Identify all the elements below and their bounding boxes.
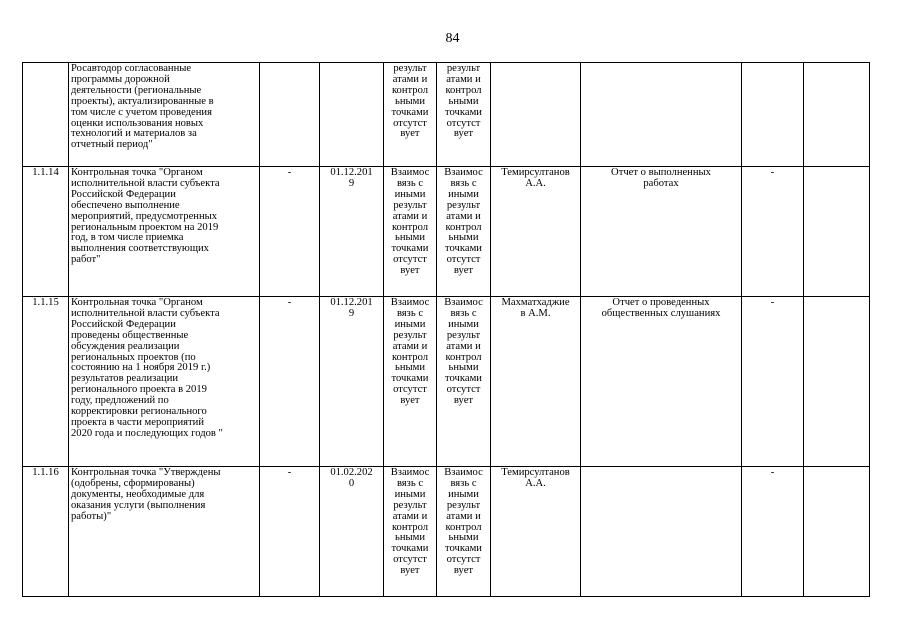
cell-text-line: оценки использования новых — [71, 117, 204, 129]
cell-text-line: обсуждения реализации — [71, 340, 180, 352]
table-row — [23, 297, 870, 467]
cell-relation-a — [384, 467, 437, 597]
cell-text-line: вует — [453, 565, 474, 577]
cell-start-date — [260, 63, 320, 167]
cell-text-line: ьными — [395, 532, 425, 544]
cell-text-line: 0 — [348, 477, 355, 489]
cell-text-line: Взаимос — [390, 297, 430, 308]
cell-extra — [742, 167, 804, 297]
cell-text-line: точками — [391, 543, 429, 555]
cell-end-date — [320, 167, 384, 297]
cell-text-line: точками — [445, 543, 482, 555]
cell-text-line: вует — [453, 265, 474, 277]
cell-text-line: контрол — [445, 521, 482, 533]
cell-text-line: ьными — [448, 95, 479, 107]
cell-end-date — [320, 467, 384, 597]
cell-text-line: вует — [453, 395, 474, 407]
cell-text-line: Махматхаджие — [501, 297, 570, 308]
cell-number: 1.1.15 — [23, 297, 69, 467]
cell-name — [69, 63, 260, 167]
cell-text-line: корректировки регионального — [71, 406, 207, 418]
cell-text-line: контрол — [391, 521, 429, 533]
cell-text-line: Контрольная точка "Утверждены — [71, 467, 221, 478]
cell-text-line: общественных слушаниях — [601, 307, 721, 319]
cell-text-line: 01.12.201 — [330, 167, 373, 178]
cell-text-line: работ" — [71, 254, 101, 266]
cell-text-line: Отчет о проведенных — [612, 297, 710, 308]
cell-text-line: атами и — [392, 510, 428, 522]
cell-text-line: контрол — [391, 351, 429, 363]
cell-text-line: вязь с — [450, 307, 477, 319]
cell-text-line: технологий и материалов за — [71, 128, 197, 140]
cell-text-line: работах — [643, 177, 679, 189]
cell-text-line: обеспечено выполнение — [71, 199, 180, 211]
cell-text-line: результ — [446, 199, 481, 211]
cell-text-line: вязь с — [450, 177, 477, 189]
cell-text-line: иными — [448, 188, 479, 200]
cell-text-line: результ — [446, 63, 481, 74]
cell-text-line: вязь с — [396, 477, 424, 489]
cell-text-line: работы)" — [71, 510, 112, 522]
cell-text-line: иными — [394, 488, 426, 500]
cell-text-line: иными — [394, 188, 426, 200]
cell-text-line: контрол — [445, 351, 482, 363]
cell-result — [581, 297, 742, 467]
cell-text-line: 01.02.202 — [330, 467, 373, 478]
cell-relation-a — [384, 297, 437, 467]
cell-text-line: отсутст — [393, 254, 427, 266]
cell-last — [804, 467, 870, 597]
cell-responsible — [491, 167, 581, 297]
cell-text-line: вязь с — [396, 177, 424, 189]
cell-text-line: ьными — [448, 232, 479, 244]
cell-text-line: 2020 года и последующих годов " — [71, 427, 223, 439]
cell-responsible — [491, 297, 581, 467]
cell-responsible — [491, 63, 581, 167]
cell-text-line: мероприятий, предусмотренных — [71, 210, 218, 222]
cell-text-line: результ — [393, 63, 427, 74]
cell-start-date — [260, 297, 320, 467]
cell-responsible — [491, 467, 581, 597]
cell-text-line: исполнительной власти субъекта — [71, 307, 220, 319]
cell-text-line: проекта в части мероприятий — [71, 416, 205, 428]
cell-text-line: ьными — [395, 95, 425, 107]
cell-text-line: Взаимос — [444, 167, 483, 178]
cell-text-line: - — [770, 167, 775, 178]
cell-text-line: Российской Федерации — [71, 188, 176, 200]
cell-text-line: Взаимос — [444, 297, 483, 308]
cell-text-line: Темирсултанов — [501, 167, 570, 178]
cell-end-date — [320, 63, 384, 167]
cell-extra — [742, 63, 804, 167]
cell-text-line: отсутст — [393, 554, 427, 566]
control-points-table — [22, 62, 870, 597]
cell-text-line: точками — [391, 106, 429, 118]
cell-text-line: программы дорожной — [71, 73, 170, 85]
cell-text-line: А.А. — [525, 477, 546, 489]
cell-text-line: Росавтодор согласованные — [71, 63, 192, 74]
cell-relation-b — [437, 63, 491, 167]
cell-text-line: Контрольная точка "Органом — [71, 167, 203, 178]
cell-text-line: Темирсултанов — [501, 467, 570, 478]
cell-text-line: контрол — [445, 84, 482, 96]
cell-text-line: контрол — [391, 221, 429, 233]
cell-text-line: иными — [448, 318, 479, 330]
cell-name — [69, 167, 260, 297]
cell-text-line: отсутст — [446, 554, 481, 566]
cell-text-line: регионального проекта в 2019 — [71, 384, 207, 396]
cell-text-line: атами и — [392, 340, 428, 352]
cell-text-line: Взаимос — [444, 467, 483, 478]
cell-result — [581, 63, 742, 167]
cell-text-line: вязь с — [396, 307, 424, 319]
cell-text-line: отсутст — [446, 117, 481, 129]
cell-text-line: Отчет о выполненных — [611, 167, 711, 178]
cell-text-line: - — [287, 297, 292, 308]
cell-text-line: ьными — [448, 532, 479, 544]
cell-text-line: отсутст — [393, 117, 427, 129]
cell-text-line: году, предложений по — [71, 395, 169, 407]
cell-text-line: А.А. — [525, 177, 546, 189]
cell-text-line: год, в том числе приемка — [71, 232, 184, 244]
cell-text-line: 9 — [348, 177, 355, 189]
cell-extra — [742, 297, 804, 467]
cell-text-line: точками — [391, 373, 429, 385]
cell-text-line: атами и — [392, 210, 428, 222]
cell-text-line: результ — [393, 199, 427, 211]
cell-result — [581, 167, 742, 297]
cell-text-line: Взаимос — [390, 467, 430, 478]
table-row — [23, 467, 870, 597]
cell-relation-b — [437, 467, 491, 597]
cell-number — [23, 63, 69, 167]
cell-text-line: Российской Федерации — [71, 318, 176, 330]
cell-text-line: региональным проектом на 2019 — [71, 221, 219, 233]
cell-text-line: вует — [453, 128, 474, 140]
cell-text-line: атами и — [446, 340, 481, 352]
cell-name — [69, 467, 260, 597]
cell-text-line: вует — [400, 565, 420, 577]
cell-relation-a — [384, 167, 437, 297]
cell-text-line: вязь с — [450, 477, 477, 489]
cell-text-line: деятельности (региональные — [71, 84, 202, 96]
cell-text-line: выполнения соответствующих — [71, 243, 209, 255]
cell-text-line: Контрольная точка "Органом — [71, 297, 203, 308]
cell-text-line: (одобрены, сформированы) — [71, 477, 195, 489]
cell-text-line: атами и — [446, 510, 481, 522]
cell-text-line: атами и — [392, 73, 428, 85]
cell-text-line: результ — [393, 329, 427, 341]
cell-text-line: отчетный период" — [71, 139, 153, 151]
cell-text-line: иными — [394, 318, 426, 330]
cell-text-line: ьными — [395, 232, 425, 244]
cell-text-line: Взаимос — [390, 167, 430, 178]
cell-last — [804, 63, 870, 167]
table-row — [23, 167, 870, 297]
cell-extra — [742, 467, 804, 597]
cell-end-date — [320, 297, 384, 467]
cell-text-line: точками — [445, 373, 482, 385]
cell-start-date — [260, 167, 320, 297]
cell-text-line: состоянию на 1 ноября 2019 г.) — [71, 362, 211, 374]
cell-text-line: отсутст — [446, 384, 481, 396]
cell-text-line: 9 — [348, 307, 355, 319]
cell-text-line: результатов реализации — [71, 373, 179, 385]
cell-text-line: в А.М. — [520, 307, 551, 319]
cell-text-line: исполнительной власти субъекта — [71, 177, 220, 189]
cell-last — [804, 297, 870, 467]
cell-text-line: - — [287, 467, 292, 478]
cell-start-date — [260, 467, 320, 597]
cell-text-line: вует — [400, 128, 420, 140]
cell-text-line: атами и — [446, 210, 481, 222]
cell-number: 1.1.16 — [23, 467, 69, 597]
cell-result — [581, 467, 742, 597]
cell-text-line: контрол — [391, 84, 429, 96]
cell-text-line: точками — [445, 106, 482, 118]
cell-name — [69, 297, 260, 467]
cell-text-line: проекты), актуализированные в — [71, 95, 214, 107]
cell-text-line: - — [770, 297, 775, 308]
cell-text-line: атами и — [446, 73, 481, 85]
cell-relation-b — [437, 167, 491, 297]
cell-text-line: результ — [446, 499, 481, 511]
page-number: 84 — [445, 31, 460, 46]
cell-text-line: точками — [391, 243, 429, 255]
cell-last — [804, 167, 870, 297]
cell-text-line: вует — [400, 395, 420, 407]
cell-text-line: 01.12.201 — [330, 297, 373, 308]
table-row — [23, 63, 870, 167]
cell-text-line: проведены общественные — [71, 329, 189, 341]
cell-text-line: ьными — [395, 362, 425, 374]
cell-text-line: документы, необходимые для — [71, 488, 205, 500]
cell-text-line: результ — [446, 329, 481, 341]
cell-text-line: точками — [445, 243, 482, 255]
cell-text-line: оказания услуги (выполнения — [71, 499, 206, 511]
cell-text-line: - — [770, 467, 775, 478]
cell-text-line: вует — [400, 265, 420, 277]
cell-text-line: результ — [393, 499, 427, 511]
cell-relation-b — [437, 297, 491, 467]
cell-text-line: отсутст — [446, 254, 481, 266]
cell-text-line: региональных проектов (по — [71, 351, 196, 363]
cell-text-line: контрол — [445, 221, 482, 233]
cell-text-line: иными — [448, 488, 479, 500]
cell-text-line: отсутст — [393, 384, 427, 396]
cell-text-line: - — [287, 167, 292, 178]
cell-text-line: том числе с учетом проведения — [71, 106, 212, 118]
cell-text-line: ьными — [448, 362, 479, 374]
cell-relation-a — [384, 63, 437, 167]
cell-number: 1.1.14 — [23, 167, 69, 297]
